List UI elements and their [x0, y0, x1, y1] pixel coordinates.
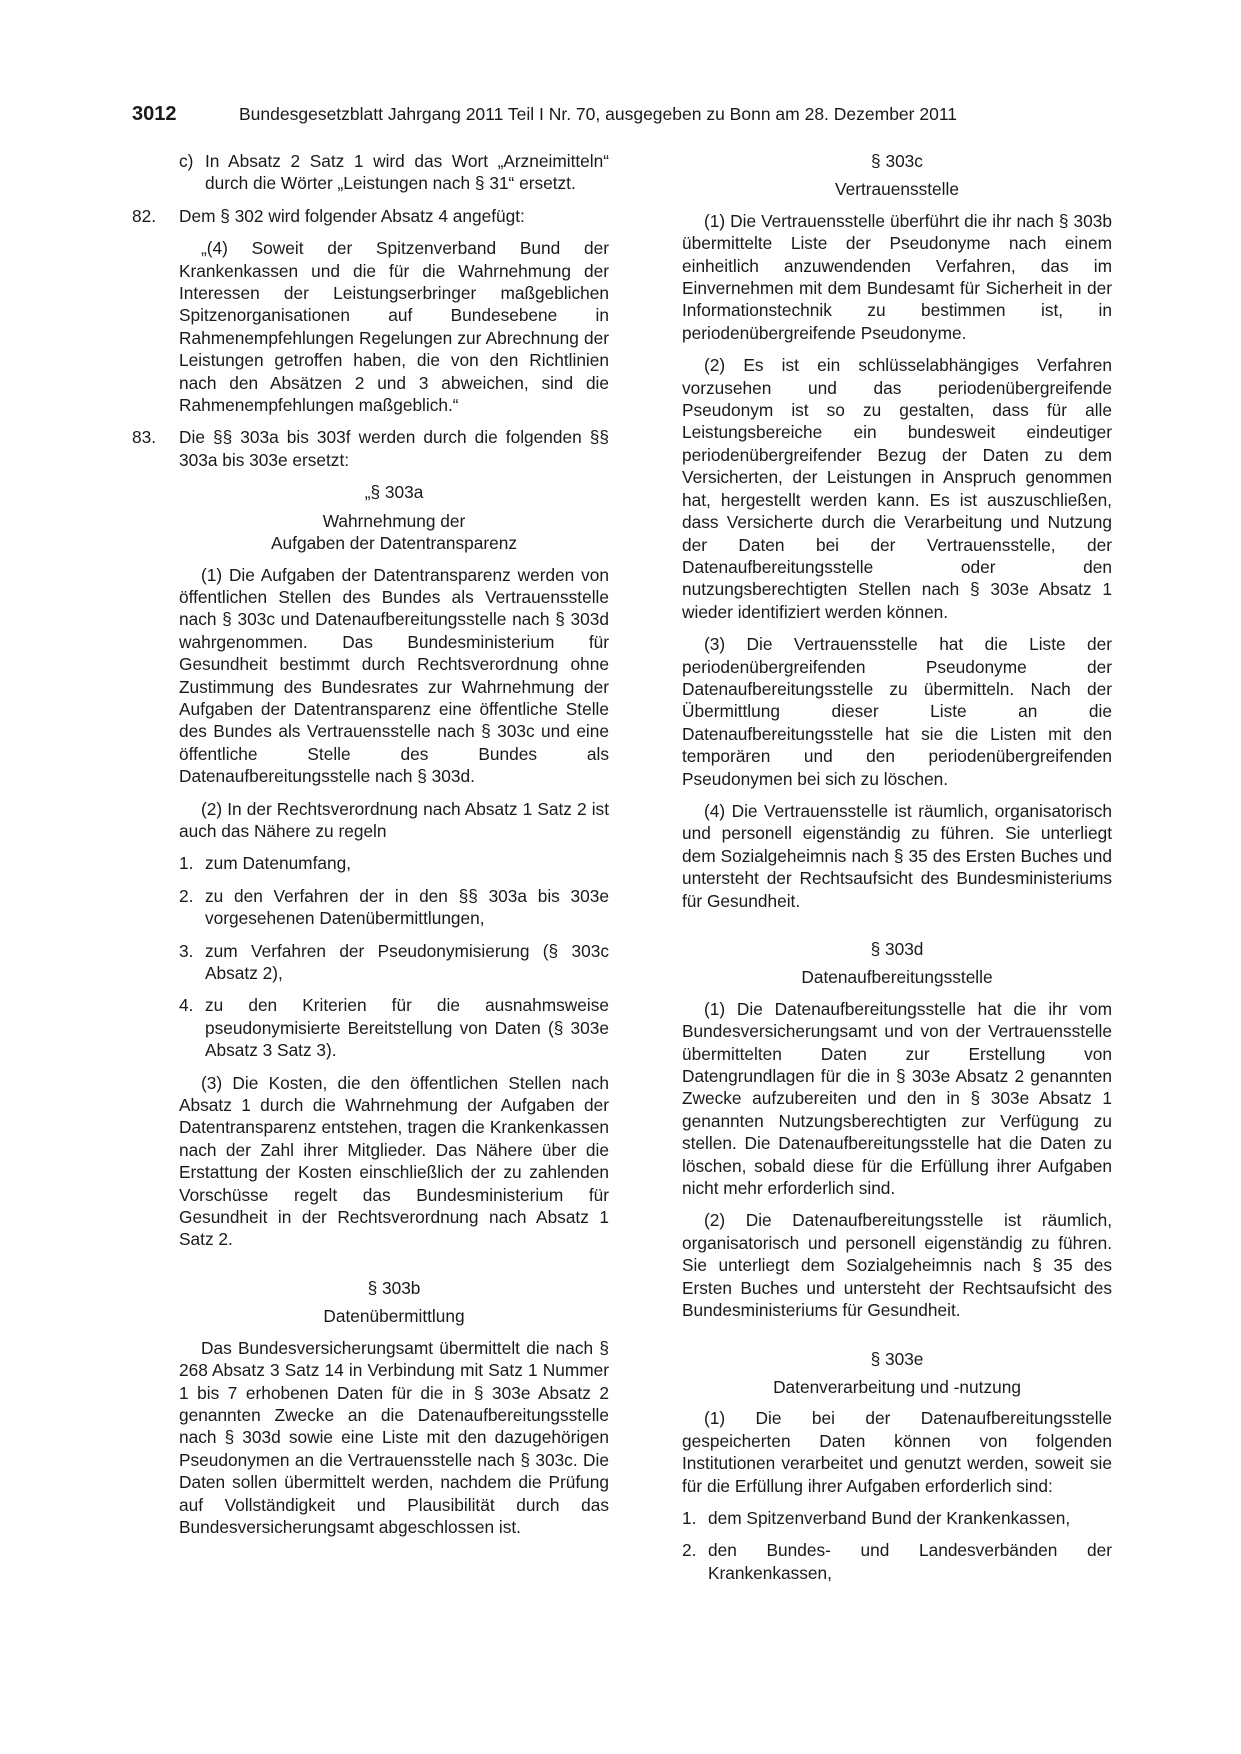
item-number: 2.: [179, 885, 194, 906]
paragraph: (3) Die Kosten, die den öffentlichen Stellen nach Absatz 1 durch die Wahrnehmung der Aufgaben der Datentransparenz entstehen, tragen die Krankenkassen nach der Zahl ihrer Mitglieder. Das Nähere über die Erstattung der Kosten einschließlich der zu zahlenden Vorschüsse regelt das Bundesministerium für Gesundheit in der Rechtsverordnung nach Absatz 1 Satz 2.: [179, 1072, 609, 1250]
paragraph: (1) Die Vertrauensstelle überführt die ihr nach § 303b übermittelte Liste der Pseudonyme nach einem einheitlich anzuwendenden Verfahren, das im Einvernehmen mit dem Bundesamt für Sicherheit in der Informationstechnik zu bestimmen ist, in periodenübergreifende Pseudonyme.: [682, 210, 1112, 343]
item-text: den Bundes- und Landesverbänden der Krankenkassen,: [708, 1540, 1112, 1583]
item-number: 82.: [132, 205, 157, 226]
section-heading: Vertrauensstelle: [835, 179, 959, 200]
item-text: zum Verfahren der Pseudonymisierung (§ 303c Absatz 2),: [205, 940, 609, 983]
item-text: dem Spitzenverband Bund der Krankenkassen,: [708, 1507, 1071, 1528]
page-header: [132, 100, 1112, 128]
paragraph: (2) Es ist ein schlüsselabhängiges Verfahren vorzusehen und das periodenübergreifende Pseudonym ist so zu gestalten, dass für alle Leistungsbereiche ein bundesweit eindeutiger periodenübergreifender Bezug der Daten zu dem Versicherten, der Leistungen in Anspruch genommen hat, hergestellt werden kann. Es ist auszuschließen, dass Versicherte durch die Verarbeitung und Nutzung der Daten bei der Vertrauensstelle, der Datenaufbereitungsstelle oder den nutzungsberechtigten Stellen nach § 303e Absatz 1 wieder identifiziert werden können.: [682, 355, 1112, 622]
item-text: In Absatz 2 Satz 1 wird das Wort „Arzneimitteln“ durch die Wörter „Leistungen nach § 31“ ersetzt.: [205, 151, 609, 194]
list-item-c: [179, 150, 609, 195]
section-heading-line: Aufgaben der Datentransparenz: [271, 533, 517, 554]
list-item-83: [132, 426, 609, 471]
list-item-82: [132, 205, 609, 227]
item-text: zu den Verfahren der in den §§ 303a bis 303e vorgesehenen Datenübermittlungen,: [205, 885, 609, 929]
paragraph: (1) Die Datenaufbereitungsstelle hat die ihr vom Bundesversicherungsamt und von der Vertrauensstelle übermittelten Daten zur Erstellung von Datengrundlagen für die in § 303e Absatz 2 genannten Zwecke aufzubereiten und den in § 303e Absatz 1 genannten Nutzungsberechtigten zur Verfügung zu stellen. Die Datenaufbereitungsstelle hat die Daten zu löschen, sobald diese für die Erfüllung ihrer Aufgaben nicht mehr erforderlich sind.: [682, 998, 1112, 1199]
section-heading: Datenverarbeitung und -nutzung: [773, 1376, 1021, 1397]
item-text: zu den Kriterien für die ausnahmsweise pseudonymisierte Bereitstellung von Daten (§ 303e Absatz 3 Satz 3).: [205, 995, 609, 1061]
section-number: § 303d: [870, 939, 924, 959]
section-number: § 303b: [367, 1277, 421, 1298]
left-column: [132, 150, 609, 1548]
page-number: 3012: [132, 103, 177, 125]
paragraph: (2) In der Rechtsverordnung nach Absatz 1 Satz 2 ist auch das Nähere zu regeln: [179, 798, 609, 841]
item-number: 83.: [132, 427, 157, 448]
journal-title: Bundesgesetzblatt Jahrgang 2011 Teil I Nr. 70, ausgegeben zu Bonn am 28. Dezember 2011: [239, 104, 957, 124]
item-number: 1.: [682, 1507, 697, 1528]
item-number: 3.: [179, 940, 194, 961]
paragraph: Das Bundesversicherungsamt übermittelt die nach § 268 Absatz 3 Satz 14 in Verbindung mit Satz 1 Nummer 1 bis 7 erhobenen Daten für die in § 303e Absatz 2 genannten Zwecke an die Datenaufbereitungsstelle nach § 303d sowie eine Liste mit den dazugehörigen Pseudonymen an die Vertrauensstelle nach § 303c. Die Daten sollen übermittelt werden, nachdem die Prüfung auf Vollständigkeit und Plausibilität durch das Bundesversicherungsamt abgeschlossen ist.: [179, 1337, 609, 1537]
right-column: [682, 150, 1112, 1594]
list-item: [179, 994, 609, 1061]
section-number: § 303e: [870, 1348, 924, 1369]
paragraph: (2) Die Datenaufbereitungsstelle ist räumlich, organisatorisch und personell eigenständig zu führen. Sie unterliegt dem Sozialgeheimnis nach § 35 des Ersten Buches und untersteht der Rechtsaufsicht des Bundesministeriums für Gesundheit.: [682, 1210, 1112, 1321]
section-heading: Datenübermittlung: [323, 1306, 465, 1327]
item-number: 4.: [179, 995, 194, 1016]
list-item: [682, 1539, 1112, 1584]
item-number: 2.: [682, 1540, 697, 1561]
paragraph: (3) Die Vertrauensstelle hat die Liste der periodenübergreifenden Pseudonyme der Datenaufbereitungsstelle zu übermitteln. Nach der Übermittlung dieser Liste an die Datenaufbereitungsstelle hat sie die Listen mit den temporären und den periodenübergreifenden Pseudonymen bei sich zu löschen.: [682, 634, 1112, 789]
section-heading: Datenaufbereitungsstelle: [801, 967, 993, 988]
list-item: [179, 885, 609, 930]
item-text: Dem § 302 wird folgender Absatz 4 angefügt:: [179, 205, 525, 226]
section-number: „§ 303a: [364, 482, 424, 503]
paragraph: (4) Die Vertrauensstelle ist räumlich, organisatorisch und personell eigenständig zu führen. Sie unterliegt dem Sozialgeheimnis nach § 35 des Ersten Buches und untersteht der Rechtsaufsicht des Bundesministeriums für Gesundheit.: [682, 800, 1112, 911]
section-number: § 303c: [871, 151, 923, 171]
quoted-paragraph: „(4) Soweit der Spitzenverband Bund der Krankenkassen und die für die Wahrnehmung der Interessen der Leistungserbringer maßgeblichen Spitzenorganisationen auf Bundesebene in Rahmenempfehlungen Regelungen zur Abrechnung der Leistungen getroffen haben, die von den Richtlinien nach den Absätzen 2 und 3 abweichen, sind die Rahmenempfehlungen maßgeblich.“: [179, 238, 609, 416]
paragraph: (1) Die Aufgaben der Datentransparenz werden von öffentlichen Stellen des Bundes als Vertrauensstelle nach § 303c und Datenaufbereitungsstelle nach § 303d wahrgenommen. Das Bundesministerium für Gesundheit bestimmt durch Rechtsverordnung ohne Zustimmung des Bundesrates zur Wahrnehmung der Aufgaben der Datentransparenz eine öffentliche Stelle des Bundes als Vertrauensstelle nach § 303c und eine öffentliche Stelle des Bundes als Datenaufbereitungsstelle nach § 303d.: [179, 564, 609, 787]
paragraph: (1) Die bei der Datenaufbereitungsstelle gespeicherten Daten können von folgenden Institutionen verarbeitet und genutzt werden, soweit sie für die Erfüllung ihrer Aufgaben erforderlich sind:: [682, 1408, 1112, 1496]
list-item: [179, 852, 609, 874]
item-text: zum Datenumfang,: [205, 853, 352, 874]
item-text: Die §§ 303a bis 303f werden durch die folgenden §§ 303a bis 303e ersetzt:: [179, 427, 609, 470]
item-number: 1.: [179, 853, 194, 874]
section-heading-line: Wahrnehmung der: [322, 510, 466, 531]
item-marker: c): [179, 151, 194, 171]
list-item: [179, 940, 609, 985]
list-item: [682, 1507, 1112, 1529]
